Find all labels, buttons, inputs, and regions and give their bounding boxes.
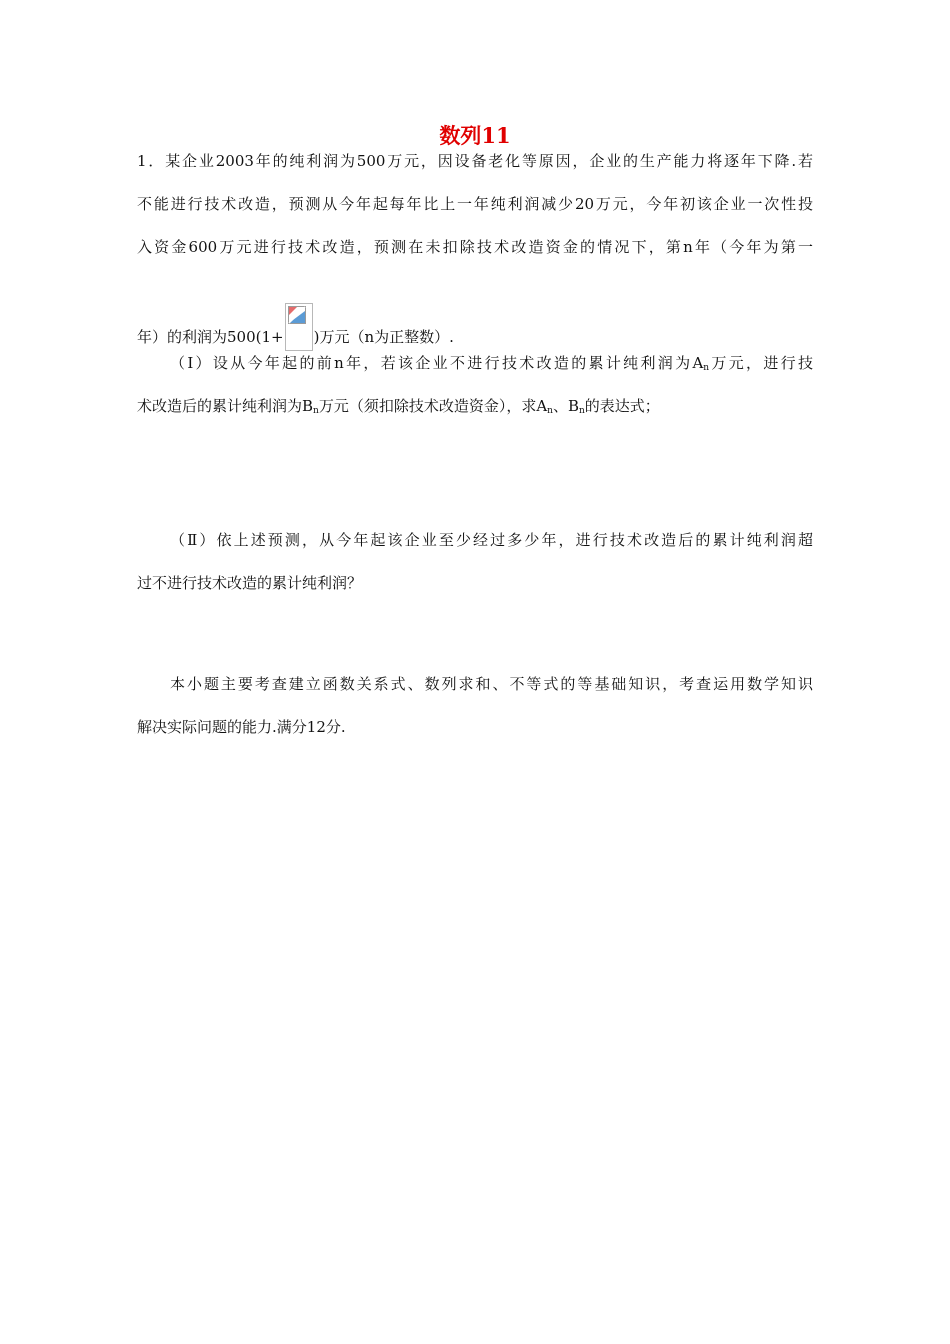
part1-line-2-c: 、B — [552, 397, 579, 415]
document-title: 数列11 — [439, 123, 511, 148]
problem-line-3: 入资金600万元进行技术改造，预测在未扣除技术改造资金的情况下，第n年（今年为第一 — [137, 238, 813, 256]
subscript-n: n — [703, 363, 710, 373]
problem-line-2: 不能进行技术改造，预测从今年起每年比上一年纯利润减少20万元，今年初该企业一次性投 — [137, 195, 813, 213]
part1-line-2-d: 的表达式； — [584, 397, 660, 415]
part1-line-2-b: 万元（须扣除技术改造资金），求A — [318, 397, 548, 415]
formula-image — [285, 303, 313, 351]
part1-line-1 — [170, 352, 813, 379]
part2-line-2: 过不进行技术改造的累计纯利润？ — [137, 574, 363, 592]
part1-line-2-a: 术改造后的累计纯利润为B — [137, 397, 314, 415]
note-line-1: 本小题主要考查建立函数关系式、数列求和、不等式的等基础知识，考查运用数学知识 — [170, 675, 813, 693]
subscript-n: n — [313, 406, 319, 416]
part1-line-1-text: （Ⅰ）设从今年起的前n年，若该企业不进行技术改造的累计纯利润为A — [170, 354, 704, 372]
part2-line-1: （Ⅱ）依上述预测，从今年起该企业至少经过多少年，进行技术改造后的累计纯利润超 — [170, 531, 813, 549]
part1-line-2 — [137, 395, 660, 422]
part1-line-1-end: 万元，进行技 — [709, 354, 813, 372]
problem-line-1: 1．某企业2003年的纯利润为500万元，因设备老化等原因，企业的生产能力将逐年下降.若 — [137, 152, 813, 170]
problem-line-4-before: 年）的利润为500(1+ — [137, 328, 284, 346]
subscript-n: n — [579, 406, 585, 416]
broken-image-icon — [288, 306, 306, 324]
problem-line-4 — [137, 303, 454, 351]
problem-line-4-after: )万元（n为正整数）. — [313, 328, 454, 346]
subscript-n: n — [547, 406, 553, 416]
note-line-2: 解决实际问题的能力.满分12分. — [137, 718, 346, 736]
